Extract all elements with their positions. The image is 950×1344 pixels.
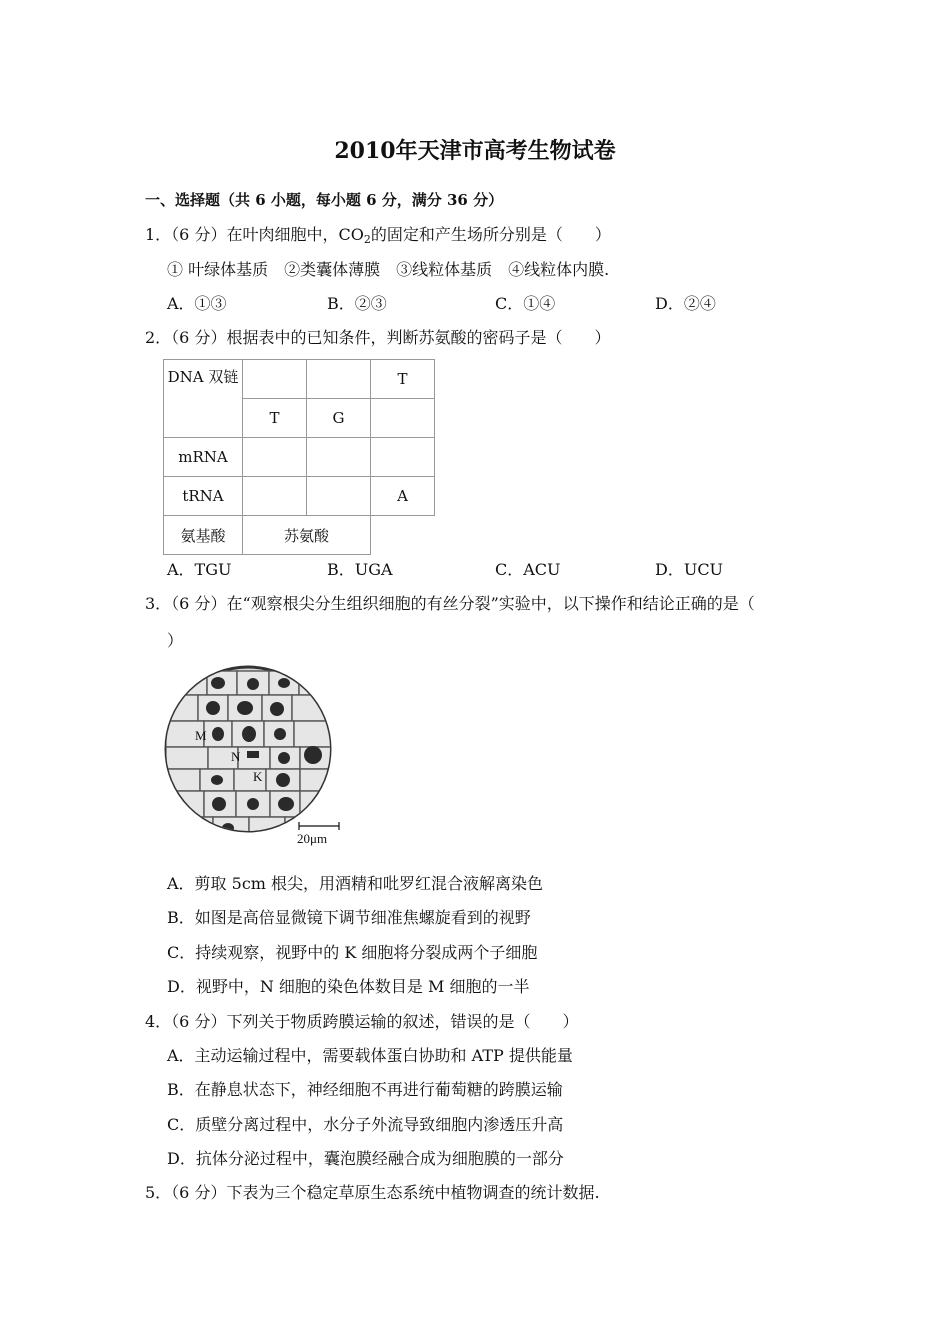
table-cell: G [307,399,371,438]
question-1-option-b: B．②③ [327,294,387,313]
question-3-option-b: B．如图是高倍显微镜下调节细准焦螺旋看到的视野 [167,908,531,927]
cell-label-m: M [195,728,207,743]
question-3-stem: 3．（6 分）在“观察根尖分生组织细胞的有丝分裂”实验中，以下操作和结论正确的是（ [145,594,755,613]
amino-acid-label: 氨基酸 [164,516,243,555]
table-cell [243,360,307,399]
cell-label-k: K [253,769,263,784]
question-2-option-c: C．ACU [495,560,561,579]
table-cell [307,360,371,399]
table-cell: T [371,360,435,399]
question-3-option-c: C．持续观察，视野中的 K 细胞将分裂成两个子细胞 [167,943,538,962]
table-cell: A [371,477,435,516]
question-4-option-a: A．主动运输过程中，需要载体蛋白协助和 ATP 提供能量 [167,1046,573,1065]
table-cell [243,438,307,477]
question-4-option-b: B．在静息状态下，神经细胞不再进行葡萄糖的跨膜运输 [167,1080,563,1099]
question-3-option-a: A．剪取 5cm 根尖，用酒精和吡罗红混合液解离染色 [167,874,544,893]
question-4-stem: 4．（6 分）下列关于物质跨膜运输的叙述，错误的是（ ） [145,1012,579,1031]
question-2-stem: 2．（6 分）根据表中的已知条件，判断苏氨酸的密码子是（ ） [145,328,611,347]
question-5-stem: 5．（6 分）下表为三个稳定草原生态系统中植物调查的统计数据. [145,1183,600,1202]
question-2-option-b: B．UGA [327,560,393,579]
question-1-option-c: C．①④ [495,294,556,313]
question-4-option-c: C．质壁分离过程中，水分子外流导致细胞内渗透压升高 [167,1115,564,1134]
question-2-option-a: A．TGU [167,560,232,579]
question-3-stem-end: ） [167,631,184,650]
question-3-option-d: D．视野中，N 细胞的染色体数目是 M 细胞的一半 [167,977,530,996]
microscope-field-image [163,663,343,849]
page-title: 2010年天津市高考生物试卷 [334,138,616,164]
table-cell [371,438,435,477]
question-4-option-d: D．抗体分泌过程中，囊泡膜经融合成为细胞膜的一部分 [167,1149,564,1168]
trna-label: tRNA [164,477,243,516]
table-cell [307,438,371,477]
mrna-label: mRNA [164,438,243,477]
question-1-option-a: A．①③ [167,294,227,313]
table-cell [307,477,371,516]
question-1-option-d: D．②④ [655,294,716,313]
cell-label-n: N [231,749,241,764]
question-1-items: ① 叶绿体基质 ②类囊体薄膜 ③线粒体基质 ④线粒体内膜. [167,260,610,279]
table-cell: T [243,399,307,438]
table-cell [243,477,307,516]
section-heading: 一、选择题（共 6 小题，每小题 6 分，满分 36 分） [145,191,504,209]
table-cell [371,399,435,438]
question-2-option-d: D．UCU [655,560,724,579]
codon-table [163,359,435,555]
amino-acid-value: 苏氨酸 [243,516,371,555]
scale-bar-label: 20μm [297,831,328,846]
dna-label: DNA 双链 [164,360,243,438]
question-1-stem: 1．（6 分）在叶肉细胞中，$CO_2$的固定和产生场所分别是（ ） [145,225,611,246]
